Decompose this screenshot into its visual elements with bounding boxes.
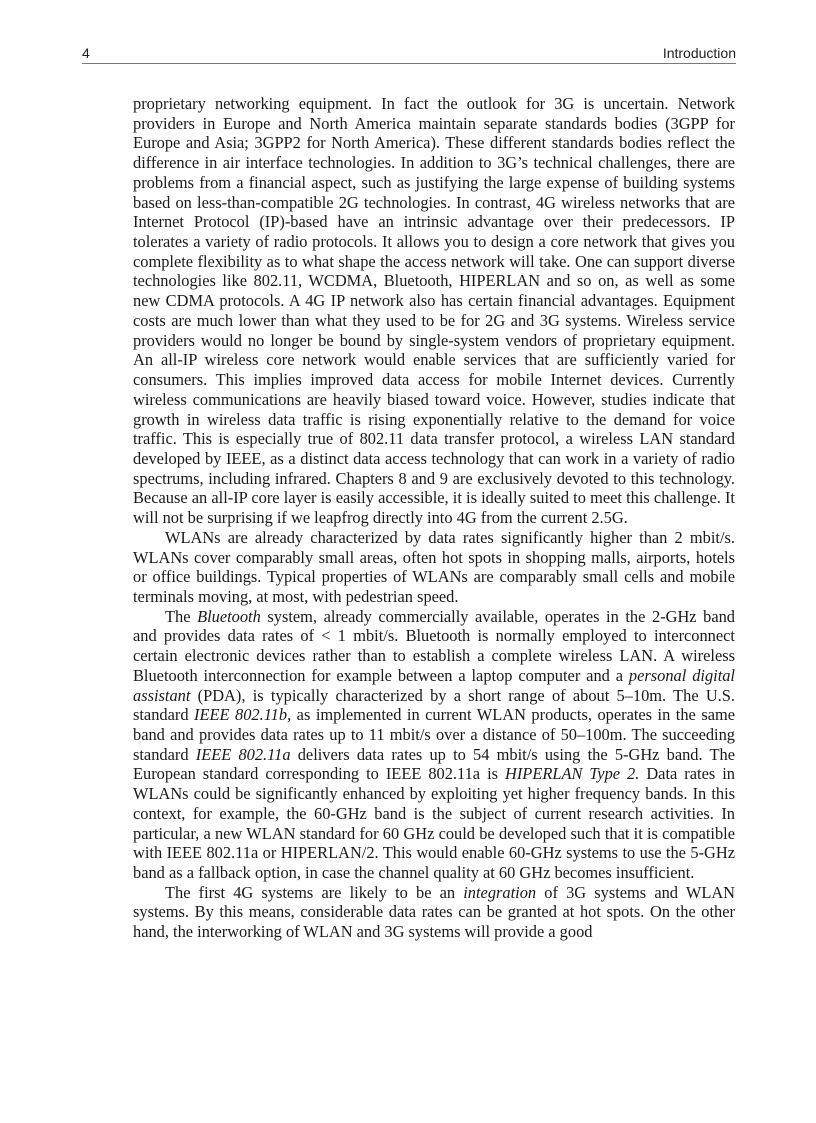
text-run: The xyxy=(165,606,198,626)
italic-term: HIPERLAN Type 2. xyxy=(505,764,640,784)
body-text xyxy=(133,94,735,942)
running-head: Introduction xyxy=(662,45,736,61)
italic-term: IEEE 802.11a xyxy=(195,744,291,764)
text-run: Data rates in WLANs could be significantly enhanced by exploiting yet higher frequency bands. In this context, for example, the 60-GHz band is the subject of current research activities. In particular, a new WLAN standard for 60 GHz could be developed such that it is compatible with IEEE 802.11a or HIPERLAN/2. This would enable 60-GHz systems to use the 5-GHz band as a fallback option, in case the channel quality at 60 GHz becomes insufficient. xyxy=(133,764,735,883)
paragraph xyxy=(133,94,735,528)
text-run: system, already commercially available, operates in the 2-GHz band and provides data rates of < 1 mbit/s. Bluetooth is normally employed to interconnect certain electronic devices rather than to establish a complete wireless LAN. A wireless Bluetooth interconnection for example between a laptop computer and a xyxy=(133,606,735,685)
italic-term: personal digital assistant xyxy=(133,665,735,705)
text-run: WLANs are already characterized by data rates significantly higher than 2 mbit/s. WLANs cover comparably small areas, often hot spots in shopping malls, airports, hotels or office buildings. Typical properties of WLANs are comparably small cells and mobile terminals moving, at most, with pedestrian speed. xyxy=(133,527,735,606)
page-number: 4 xyxy=(82,45,90,61)
text-run: proprietary networking equipment. In fact the outlook for 3G is uncertain. Network providers in Europe and North America maintain separate standards bodies (3GPP for Europe and Asia; 3GPP2 for North America). These different standards bodies reflect the difference in air interface technologies. In addition to 3G’s technical challenges, there are problems from a financial aspect, such as justifying the large expense of building systems based on less-than-compatible 2G technologies. In contrast, 4G wireless networks that are Internet Protocol (IP)-based have an intrinsic advantage over their predecessors. IP tolerates a variety of radio protocols. It allows you to design a core network that gives you complete flexibility as to what shape the access network will take. One can support diverse technologies like 802.11, WCDMA, Bluetooth, HIPERLAN and so on, as well as some new CDMA protocols. A 4G IP network also has certain financial advantages. Equipment costs are much lower than what they used to be for 2G and 3G systems. Wireless service providers would no longer be bound by single-system vendors of proprietary equipment. An all-IP wireless core network would enable services that are sufficiently varied for consumers. This implies improved data access for mobile Internet devices. Currently wireless communications are heavily biased toward voice. However, studies indicate that growth in wireless data traffic is rising exponentially relative to the demand for voice traffic. This is especially true of 802.11 data transfer protocol, a wireless LAN standard developed by IEEE, as a distinct data access technology that can work in a variety of radio spectrums, including infrared. Chapters 8 and 9 are exclusively devoted to this technology. Because an all-IP core layer is easily accessible, it is ideally suited to meet this challenge. It will not be surprising if we leapfrog directly into 4G from the current 2.5G. xyxy=(133,94,735,528)
paragraph xyxy=(133,528,735,607)
paragraph xyxy=(133,607,735,883)
text-run: The first 4G systems are likely to be an xyxy=(165,882,464,902)
italic-term: Bluetooth xyxy=(197,606,261,626)
text-run: delivers data rates up to 54 mbit/s using the 5-GHz band. The European standard corresponding to IEEE 802.11a is xyxy=(133,744,735,784)
text-run: as implemented in current WLAN products, operates in the same band and provides data rates up to 11 mbit/s over a distance of 50–100m. The succeeding standard xyxy=(133,705,736,764)
text-run: of 3G systems and WLAN systems. By this means, considerable data rates can be granted at hot spots. On the other hand, the interworking of WLAN and 3G systems will provide a good xyxy=(133,882,736,942)
paragraph xyxy=(133,883,735,942)
italic-term: integration xyxy=(463,882,537,902)
italic-term: IEEE 802.11b, xyxy=(194,705,292,725)
text-run: (PDA), is typically characterized by a short range of about 5–10m. The U.S. standard xyxy=(133,685,735,725)
page-header xyxy=(82,45,736,64)
